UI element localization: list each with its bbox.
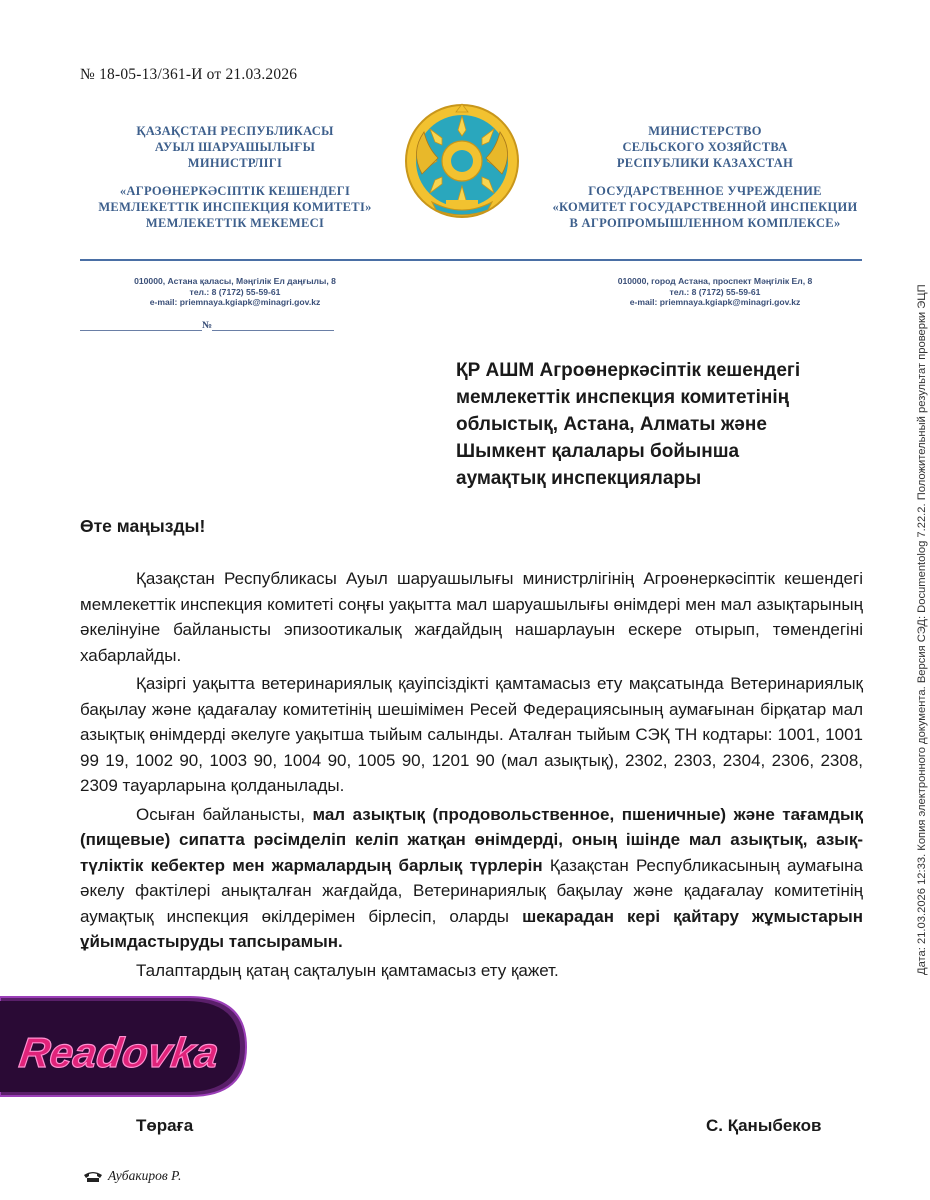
signature-name: С. Қаныбеков [706,1116,822,1135]
signature-title: Төраға [136,1116,194,1135]
address-right: 010000, город Астана, проспект Мәңгілік Ел, 8 тел.: 8 (7172) 55-59-61 e-mail: priemnaya.kgiapk@minagri.gov.kz [617,276,813,307]
paragraph-3: Осыған байланысты, мал азықтық (продовольственное, пшеничные) және тағамдық (пищевые) сипатта рәсімделіп келіп жатқан өнімдерді, оның ішінде мал азықтық, азық-түліктік кебектер мен жармалардың барлық түрлерін Қазақстан Республикасының аумағына әкелу фактілері анықталған жағдайда, Ветеринариялық бақылау және қадағалау комитетінің аумақтық инспекция өкілдерімен бірлесіп, оларды шекарадан кері қайтару жұмыстарын ұйымдастыруды тапсырамын. [80,804,864,951]
letter-body [80,566,863,983]
paragraph-4: Талаптардың қатаң сақталуын қамтамасыз ету қажет. [136,960,559,980]
header-divider [80,259,862,261]
paragraph-1: Қазақстан Республикасы Ауыл шаруашылығы министрлігінің Агроөнеркәсіптік кешендегі мемлекеттік инспекция комитеті соңғы уақытта мал шаруашылығы өнімдері мен мал азықтарының әкелінуіне байланысты эпизоотикалық жағдайдың нашарлауын ескере отырып, төмендегіні хабарлайды. [80,569,863,665]
header-left-institution: «АГРОӨНЕРКӘСІПТІК КЕШЕНДЕГІ МЕМЛЕКЕТТІК ИНСПЕКЦИЯ КОМИТЕТІ» МЕМЛЕКЕТТІК МЕКЕМЕСІ [98,184,372,230]
header-right-ministry: МИНИСТЕРСТВО СЕЛЬСКОГО ХОЗЯЙСТВА РЕСПУБЛИКИ КАЗАХСТАН [616,124,794,170]
header-left-ministry: ҚАЗАҚСТАН РЕСПУБЛИКАСЫ АУЫЛ ШАРУАШЫЛЫҒЫ МИНИСТРЛІГІ [136,124,334,170]
phone-icon [82,1169,104,1183]
document-number: № 18-05-13/361-И от 21.03.2026 [80,66,298,83]
reg-blank-2 [212,320,334,331]
registration-line [80,320,370,331]
state-emblem-icon [402,102,522,220]
executor-name: Аубакиров Р. [108,1168,182,1183]
executor [82,1168,181,1184]
vertical-edoc-stamp: Дата: 21.03.2026 12:33. Копия электронного документа. Версия СЭД: Documentolog 7.22.2. Положительный результат проверки ЭЦП [916,284,928,975]
readovka-logo [0,995,248,1098]
reg-blank-1 [80,320,202,331]
important-heading: Өте маңызды! [80,516,206,536]
readovka-logo-text: Readovka [16,1029,222,1076]
paragraph-2: Қазіргі уақытта ветеринариялық қауіпсіздікті қамтамасыз ету мақсатында Ветеринариялық бақылау және қадағалау комитетінің шешімімен Ресей Федерациясының аумағынан бірқатар мал азықтық өнімдерді әкелуге уақытша тыйым салынды. Аталған тыйым СЭҚ ТН кодтары: 1001, 1001 99 19, 1002 90, 1003 90, 1004 90, 1005 90, 1201 90 (мал азықтық), 2302, 2303, 2304, 2306, 2308, 2309 тауарларына қолданылады. [80,674,863,795]
header-right-institution: ГОСУДАРСТВЕННОЕ УЧРЕЖДЕНИЕ «КОМИТЕТ ГОСУДАРСТВЕННОЙ ИНСПЕКЦИИ В АГРОПРОМЫШЛЕННОМ КОМПЛЕКСЕ» [552,184,858,230]
addressee-block: ҚР АШМ Агроөнеркәсіптік кешендегі мемлекеттік инспекция комитетінің облыстық, Астана, Алматы және Шымкент қалалары бойынша аумақтық инспекциялары [456,360,801,489]
reg-number-mark: № [202,320,213,331]
address-left: 010000, Астана қаласы, Мәңгілік Ел даңғылы, 8 тел.: 8 (7172) 55-59-61 e-mail: priemnaya.kgiapk@minagri.gov.kz [134,276,336,307]
